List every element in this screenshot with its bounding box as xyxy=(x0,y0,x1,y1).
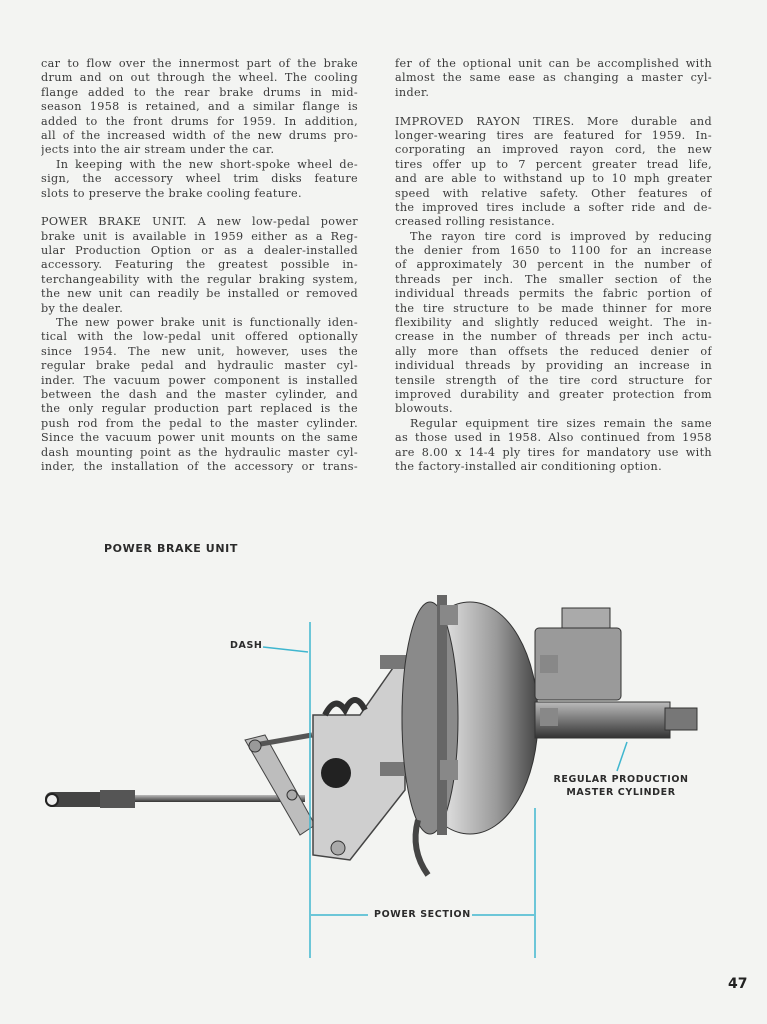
text-line: IMPROVED RAYON TIRES. More durable and xyxy=(395,114,712,128)
text-line: the new unit can readily be installed or removed xyxy=(41,287,358,301)
page-number: 47 xyxy=(728,976,748,992)
figure-title: POWER BRAKE UNIT xyxy=(104,542,238,555)
dash-pointer xyxy=(263,647,308,652)
text-line: drum and on out through the wheel. The cooling xyxy=(41,71,358,85)
text-line: individual threads permits the fabric portion of xyxy=(395,287,712,301)
text-line: flange added to the rear brake drums in mid- xyxy=(41,85,358,99)
text-line: The new power brake unit is functionally iden- xyxy=(56,316,358,330)
master-cylinder-label-line1: REGULAR PRODUCTION xyxy=(553,774,689,785)
text-line: ular Production Option or as a dealer-installed xyxy=(41,244,358,258)
text-line: In keeping with the new short-spoke wheel de- xyxy=(56,157,358,171)
text-line: inder. The vacuum power component is installed xyxy=(41,373,358,387)
text-line: POWER BRAKE UNIT. A new low-pedal power xyxy=(41,215,358,229)
text-line: car to flow over the innermost part of the brake xyxy=(41,57,358,70)
text-line: almost the same ease as changing a master cyl- xyxy=(395,71,712,85)
text-line: corporating an improved rayon cord, the new xyxy=(395,143,712,157)
text-line: added to the front drums for 1959. In addition, xyxy=(41,114,358,128)
text-line: all of the increased width of the new drums pro- xyxy=(41,128,358,142)
pedal-linkage xyxy=(245,735,315,835)
text-line: since 1954. The new unit, however, uses the xyxy=(41,344,358,358)
text-line: regular brake pedal and hydraulic master cyl- xyxy=(41,359,358,373)
text-line: by the dealer. xyxy=(41,301,124,315)
text-line: improved durability and greater protection from xyxy=(395,387,712,401)
vacuum-power-section xyxy=(402,595,538,875)
text-line: brake unit is available in 1959 either as a Reg- xyxy=(41,229,358,243)
master-cylinder-pointer xyxy=(617,742,627,771)
text-line: season 1958 is retained, and a similar flange is xyxy=(41,100,358,114)
text-line: longer-wearing tires are featured for 1959. In- xyxy=(395,128,712,142)
text-line: inder. xyxy=(395,85,430,99)
text-line: Since the vacuum power unit mounts on the same xyxy=(41,431,358,445)
text-line: the factory-installed air conditioning option. xyxy=(395,459,662,473)
text-line: flexibility and slightly reduced weight. The in- xyxy=(395,316,712,330)
text-line: terchangeability with the regular braking system, xyxy=(41,272,358,286)
text-line: inder, the installation of the accessory or trans- xyxy=(41,459,358,473)
text-line: of approximately 30 percent in the number of xyxy=(395,258,712,272)
text-line: tires offer up to 7 percent greater tread life, xyxy=(395,157,712,171)
text-line: tensile strength of the tire cord structure for xyxy=(395,373,712,387)
text-line: The rayon tire cord is improved by reducing xyxy=(410,229,712,243)
dash-label: DASH xyxy=(230,640,263,651)
text-line: sign, the accessory wheel trim disks feature xyxy=(41,172,358,186)
text-line: individual threads by providing an increase in xyxy=(395,359,712,373)
master-cylinder xyxy=(535,608,697,738)
text-line: and are able to withstand up to 10 mph greater xyxy=(395,172,712,186)
push-rod xyxy=(45,790,305,808)
text-line: crease in the number of threads per inch actu- xyxy=(395,330,712,344)
text-line: between the dash and the master cylinder, and xyxy=(41,387,358,401)
text-line: push rod from the pedal to the master cylinder. xyxy=(41,416,358,430)
text-line: the only regular production part replaced is the xyxy=(41,402,358,416)
text-line: as those used in 1958. Also continued from 1958 xyxy=(395,431,712,445)
text-line: jects into the air stream under the car. xyxy=(41,143,275,157)
text-line: dash mounting point as the hydraulic master cyl- xyxy=(41,445,358,459)
text-line: are 8.00 x 14-4 ply tires for mandatory use with xyxy=(395,445,712,459)
text-line: tical with the low-pedal unit offered optionally xyxy=(41,330,358,344)
text-line: slots to preserve the brake cooling feature. xyxy=(41,186,302,200)
master-cylinder-label xyxy=(552,774,690,798)
text-line: fer of the optional unit can be accomplished with xyxy=(395,57,712,70)
text-line: the improved tires include a softer ride and de- xyxy=(395,200,712,214)
text-line: speed with relative safety. Other features of xyxy=(395,186,712,200)
text-line: Regular equipment tire sizes remain the same xyxy=(410,416,712,430)
text-line: ally more than offsets the reduced denier of xyxy=(395,344,712,358)
mounting-bracket xyxy=(313,655,410,860)
master-cylinder-label-line2: MASTER CYLINDER xyxy=(566,787,676,798)
text-line: accessory. Featuring the greatest possible in- xyxy=(41,258,358,272)
text-line: the denier from 1650 to 1100 for an increase xyxy=(395,244,712,258)
text-line: blowouts. xyxy=(395,402,453,416)
text-line: the tire structure to be made thinner for more xyxy=(395,301,712,315)
text-line: creased rolling resistance. xyxy=(395,215,556,229)
text-line: threads per inch. The smaller section of the xyxy=(395,272,712,286)
power-section-label: POWER SECTION xyxy=(374,909,471,920)
